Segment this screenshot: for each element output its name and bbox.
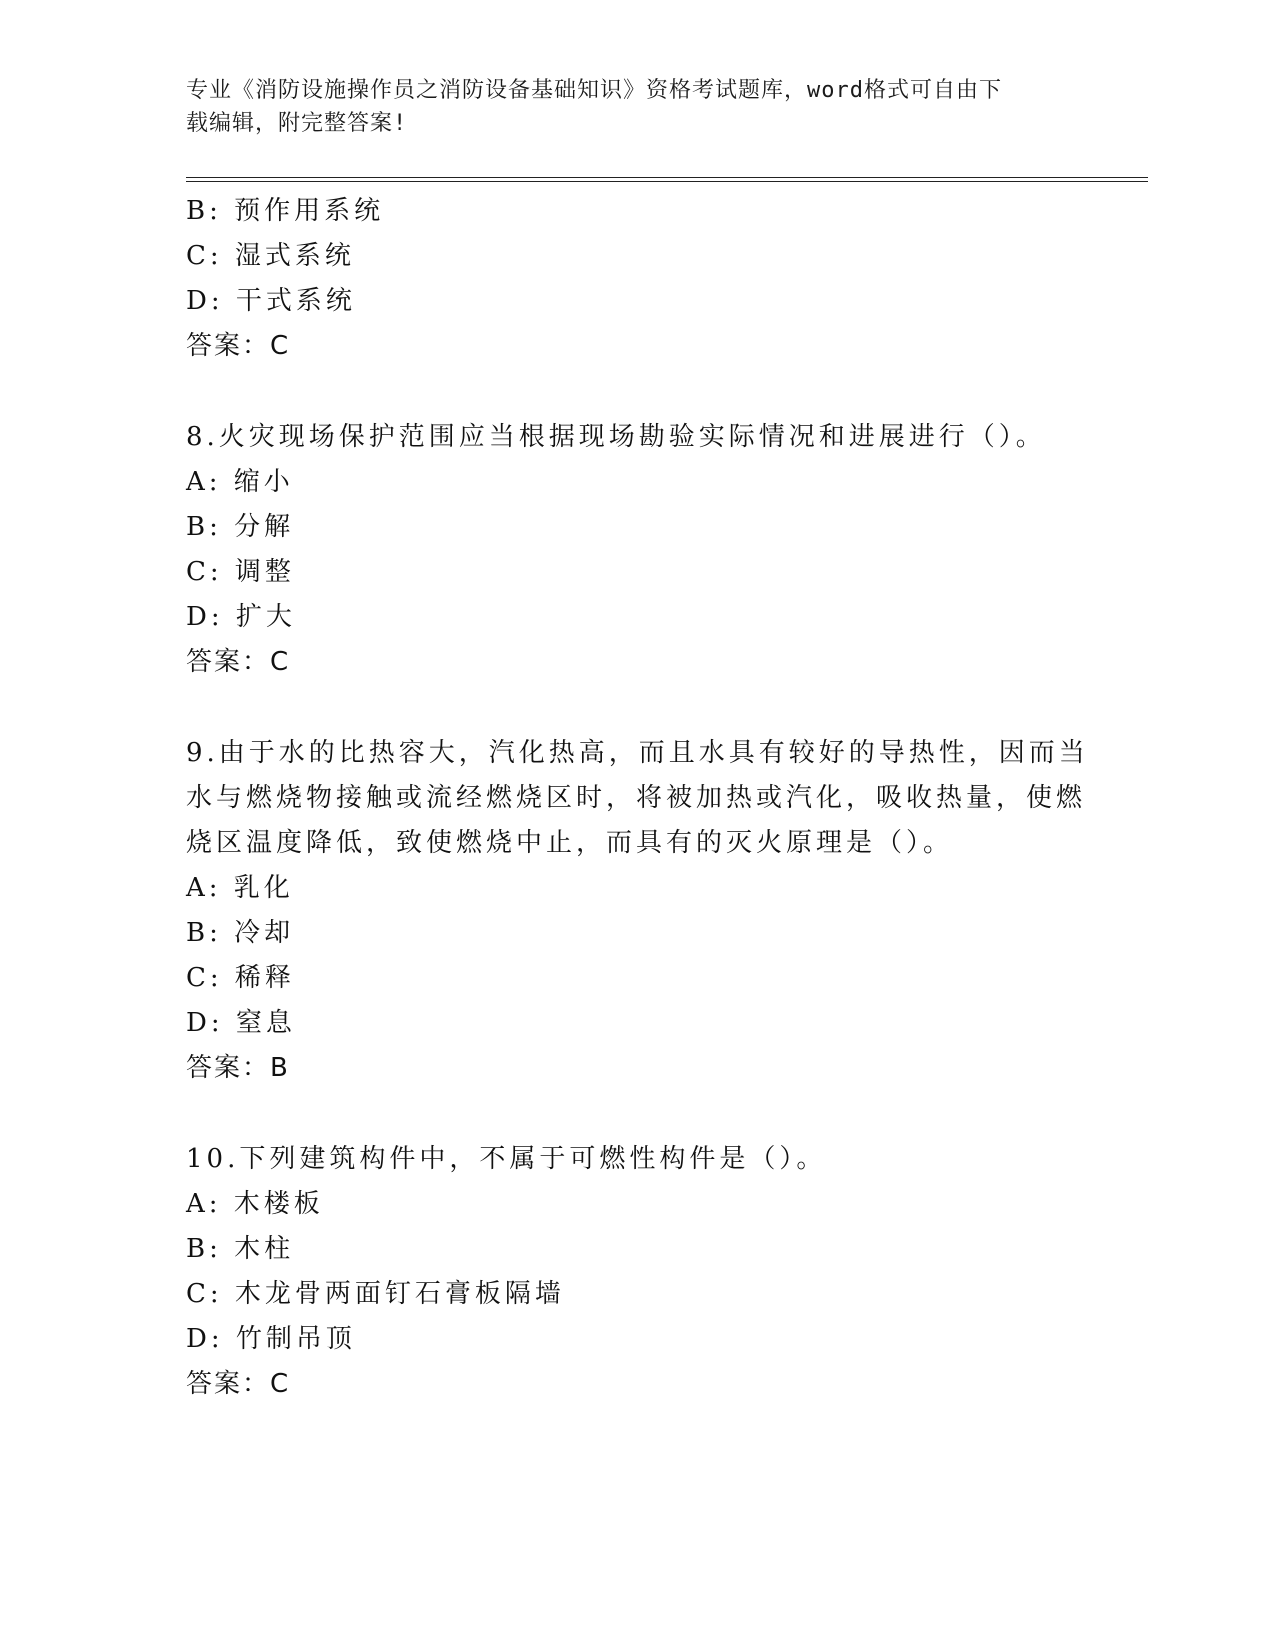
header-divider <box>186 177 1148 182</box>
question-8 <box>186 415 1086 685</box>
option-d: D: 竹制吊顶 <box>186 1324 356 1354</box>
option-a: A: 木楼板 <box>186 1189 324 1219</box>
question-text <box>186 731 1089 866</box>
answer: 答案：C <box>186 647 291 677</box>
option-c: C: 木龙骨两面钉石膏板隔墙 <box>186 1279 565 1309</box>
option-b: B: 分解 <box>186 512 295 542</box>
question-list <box>186 189 1089 1407</box>
document-header <box>186 74 1086 140</box>
option-b: B: 木柱 <box>186 1234 295 1264</box>
option-d: D: 干式系统 <box>186 286 356 316</box>
option-d: D: 扩大 <box>186 602 296 632</box>
question-10 <box>186 1137 1086 1407</box>
question-text-row: 9.由于水的比热容大，汽化热高，而且水具有较好的导热性，因而当 <box>186 738 1089 768</box>
header-line-2: 载编辑，附完整答案! <box>186 111 408 136</box>
question-7-continued <box>186 189 1086 369</box>
header-line-1: 专业《消防设施操作员之消防设备基础知识》资格考试题库，word格式可自由下 <box>186 78 1002 103</box>
option-b: B: 冷却 <box>186 918 295 948</box>
option-b: B: 预作用系统 <box>186 196 385 226</box>
question-text: 10.下列建筑构件中，不属于可燃性构件是（）。 <box>186 1144 827 1174</box>
option-d: D: 窒息 <box>186 1008 296 1038</box>
option-a: A: 缩小 <box>186 467 294 497</box>
answer: 答案：B <box>186 1053 290 1083</box>
question-text: 8.火灾现场保护范围应当根据现场勘验实际情况和进展进行（）。 <box>186 422 1046 452</box>
answer: 答案：C <box>186 331 291 361</box>
answer: 答案：C <box>186 1369 291 1399</box>
question-text-row: 烧区温度降低，致使燃烧中止，而具有的灭火原理是（）。 <box>186 828 954 858</box>
option-c: C: 稀释 <box>186 963 295 993</box>
option-c: C: 湿式系统 <box>186 241 355 271</box>
question-text-row: 水与燃烧物接触或流经燃烧区时，将被加热或汽化，吸收热量，使燃 <box>186 783 1087 813</box>
option-a: A: 乳化 <box>186 873 294 903</box>
option-c: C: 调整 <box>186 557 295 587</box>
question-9 <box>186 731 1089 1091</box>
